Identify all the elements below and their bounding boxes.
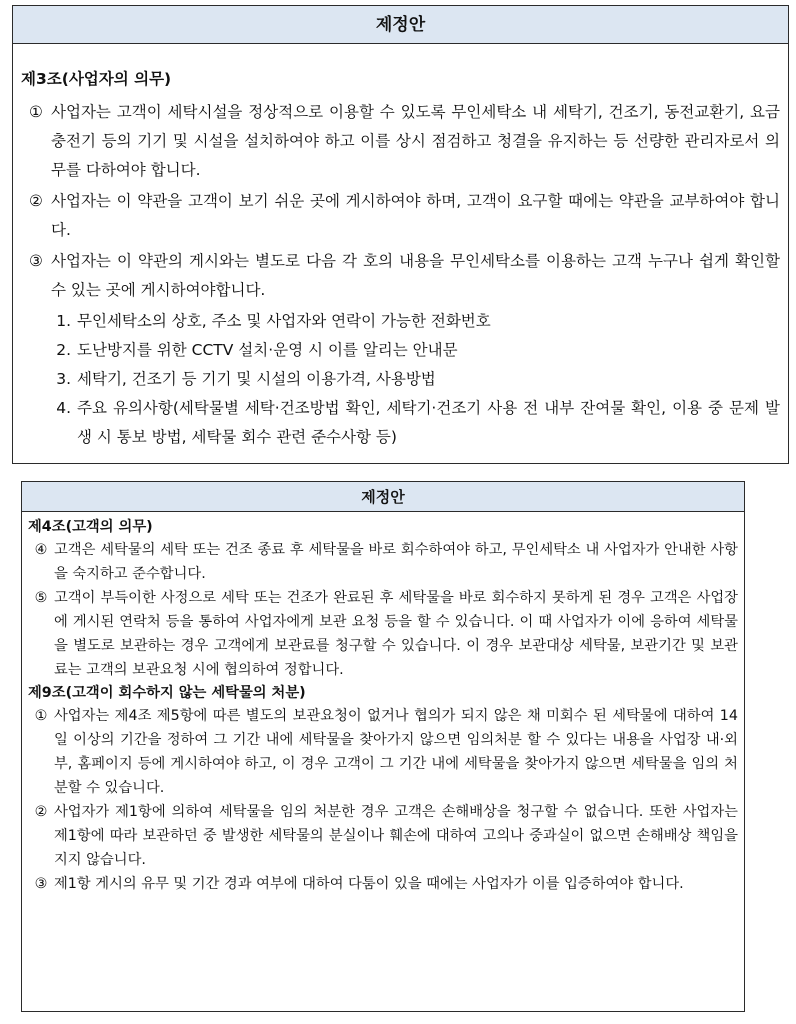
paragraph-text: 사업자는 고객이 세탁시설을 정상적으로 이용할 수 있도록 무인세탁소 내 세탁기, 건조기, 동전교환기, 요금충전기 등의 기기 및 시설을 설치하여야 하고 이를 상시 점검하고 청결을 유지하는 등 선량한 관리자로서 의무를 다하여야 합니다.	[51, 103, 780, 179]
draft-table-article-3	[12, 5, 789, 464]
table-body	[22, 512, 744, 896]
paragraph-number: ②	[29, 192, 43, 210]
paragraph-text: 고객이 부득이한 사정으로 세탁 또는 건조가 완료된 후 세탁물을 바로 회수하지 못하게 된 경우 고객은 사업장에 게시된 연락처 등을 통하여 사업자에게 보관 요청 등을 할 수 있습니다. 이 때 사업자가 이에 응하여 세탁물을 별도로 보관하는 경우 고객에게 보관료를 청구할 수 있습니다. 이 경우 보관대상 세탁물, 보관기간 및 보관료는 고객의 보관요청 시에 협의하여 정합니다.	[54, 590, 738, 678]
list-item	[21, 307, 780, 336]
item-text: 세탁기, 건조기 등 기기 및 시설의 이용가격, 사용방법	[77, 370, 436, 388]
paragraph-text: 제1항 게시의 유무 및 기간 경과 여부에 대하여 다툼이 있을 때에는 사업자가 이를 입증하여야 합니다.	[54, 876, 684, 892]
article-title: 제9조(고객이 회수하지 않는 세탁물의 처분)	[28, 685, 306, 701]
paragraph	[21, 187, 780, 245]
table-header: 제정안	[13, 6, 788, 44]
paragraph	[28, 800, 738, 872]
article-title: 제4조(고객의 의무)	[28, 519, 153, 535]
paragraph-number: ①	[29, 103, 43, 121]
paragraph	[21, 98, 780, 185]
draft-table-articles-4-9	[21, 481, 745, 1012]
item-number: 3.	[56, 370, 71, 388]
item-text: 주요 유의사항(세탁물별 세탁·건조방법 확인, 세탁기·건조기 사용 전 내부 잔여물 확인, 이용 중 문제 발생 시 통보 방법, 세탁물 회수 관련 준수사항 등)	[77, 399, 780, 446]
paragraph-text: 사업자는 제4조 제5항에 따른 별도의 보관요청이 없거나 협의가 되지 않은 채 미회수 된 세탁물에 대하여 14일 이상의 기간을 정하여 그 기간 내에 세탁물을 찾아가지 않으면 임의처분 할 수 있다는 내용을 사업장 내·외부, 홈페이지 등에 게시하여야 하고, 이 경우 고객이 그 기간 내에 세탁물을 찾아가지 않으면 세탁물을 임의 처분할 수 있습니다.	[54, 708, 738, 796]
paragraph-text: 고객은 세탁물의 세탁 또는 건조 종료 후 세탁물을 바로 회수하여야 하고, 무인세탁소 내 사업자가 안내한 사항을 숙지하고 준수합니다.	[54, 542, 738, 582]
item-number: 1.	[56, 312, 71, 330]
paragraph	[28, 704, 738, 800]
paragraph-text: 사업자는 이 약관을 고객이 보기 쉬운 곳에 게시하여야 하며, 고객이 요구할 때에는 약관을 교부하여야 합니다.	[51, 192, 780, 239]
list-item	[21, 394, 780, 452]
paragraph	[21, 247, 780, 305]
paragraph-number: ⑤	[34, 590, 48, 606]
paragraph-text: 사업자가 제1항에 의하여 세탁물을 임의 처분한 경우 고객은 손해배상을 청구할 수 없습니다. 또한 사업자는 제1항에 따라 보관하던 중 발생한 세탁물의 분실이나 훼손에 대하여 고의나 중과실이 없으면 손해배상 책임을 지지 않습니다.	[54, 804, 738, 868]
paragraph-number: ③	[34, 876, 48, 892]
item-number: 4.	[56, 399, 71, 417]
paragraph-text: 사업자는 이 약관의 게시와는 별도로 다음 각 호의 내용을 무인세탁소를 이용하는 고객 누구나 쉽게 확인할 수 있는 곳에 게시하여야합니다.	[51, 252, 780, 299]
paragraph	[28, 872, 738, 896]
paragraph-number: ②	[34, 804, 48, 820]
table-header: 제정안	[22, 482, 744, 512]
list-item	[21, 336, 780, 365]
paragraph-number: ③	[29, 252, 43, 270]
table-body	[13, 44, 788, 452]
item-text: 도난방지를 위한 CCTV 설치·운영 시 이를 알리는 안내문	[77, 341, 458, 359]
paragraph	[28, 538, 738, 586]
paragraph	[28, 586, 738, 682]
list-item	[21, 365, 780, 394]
item-text: 무인세탁소의 상호, 주소 및 사업자와 연락이 가능한 전화번호	[77, 312, 491, 330]
paragraph-number: ④	[34, 542, 48, 558]
article-title: 제3조(사업자의 의무)	[21, 70, 172, 88]
item-number: 2.	[56, 341, 71, 359]
paragraph-number: ①	[34, 708, 48, 724]
